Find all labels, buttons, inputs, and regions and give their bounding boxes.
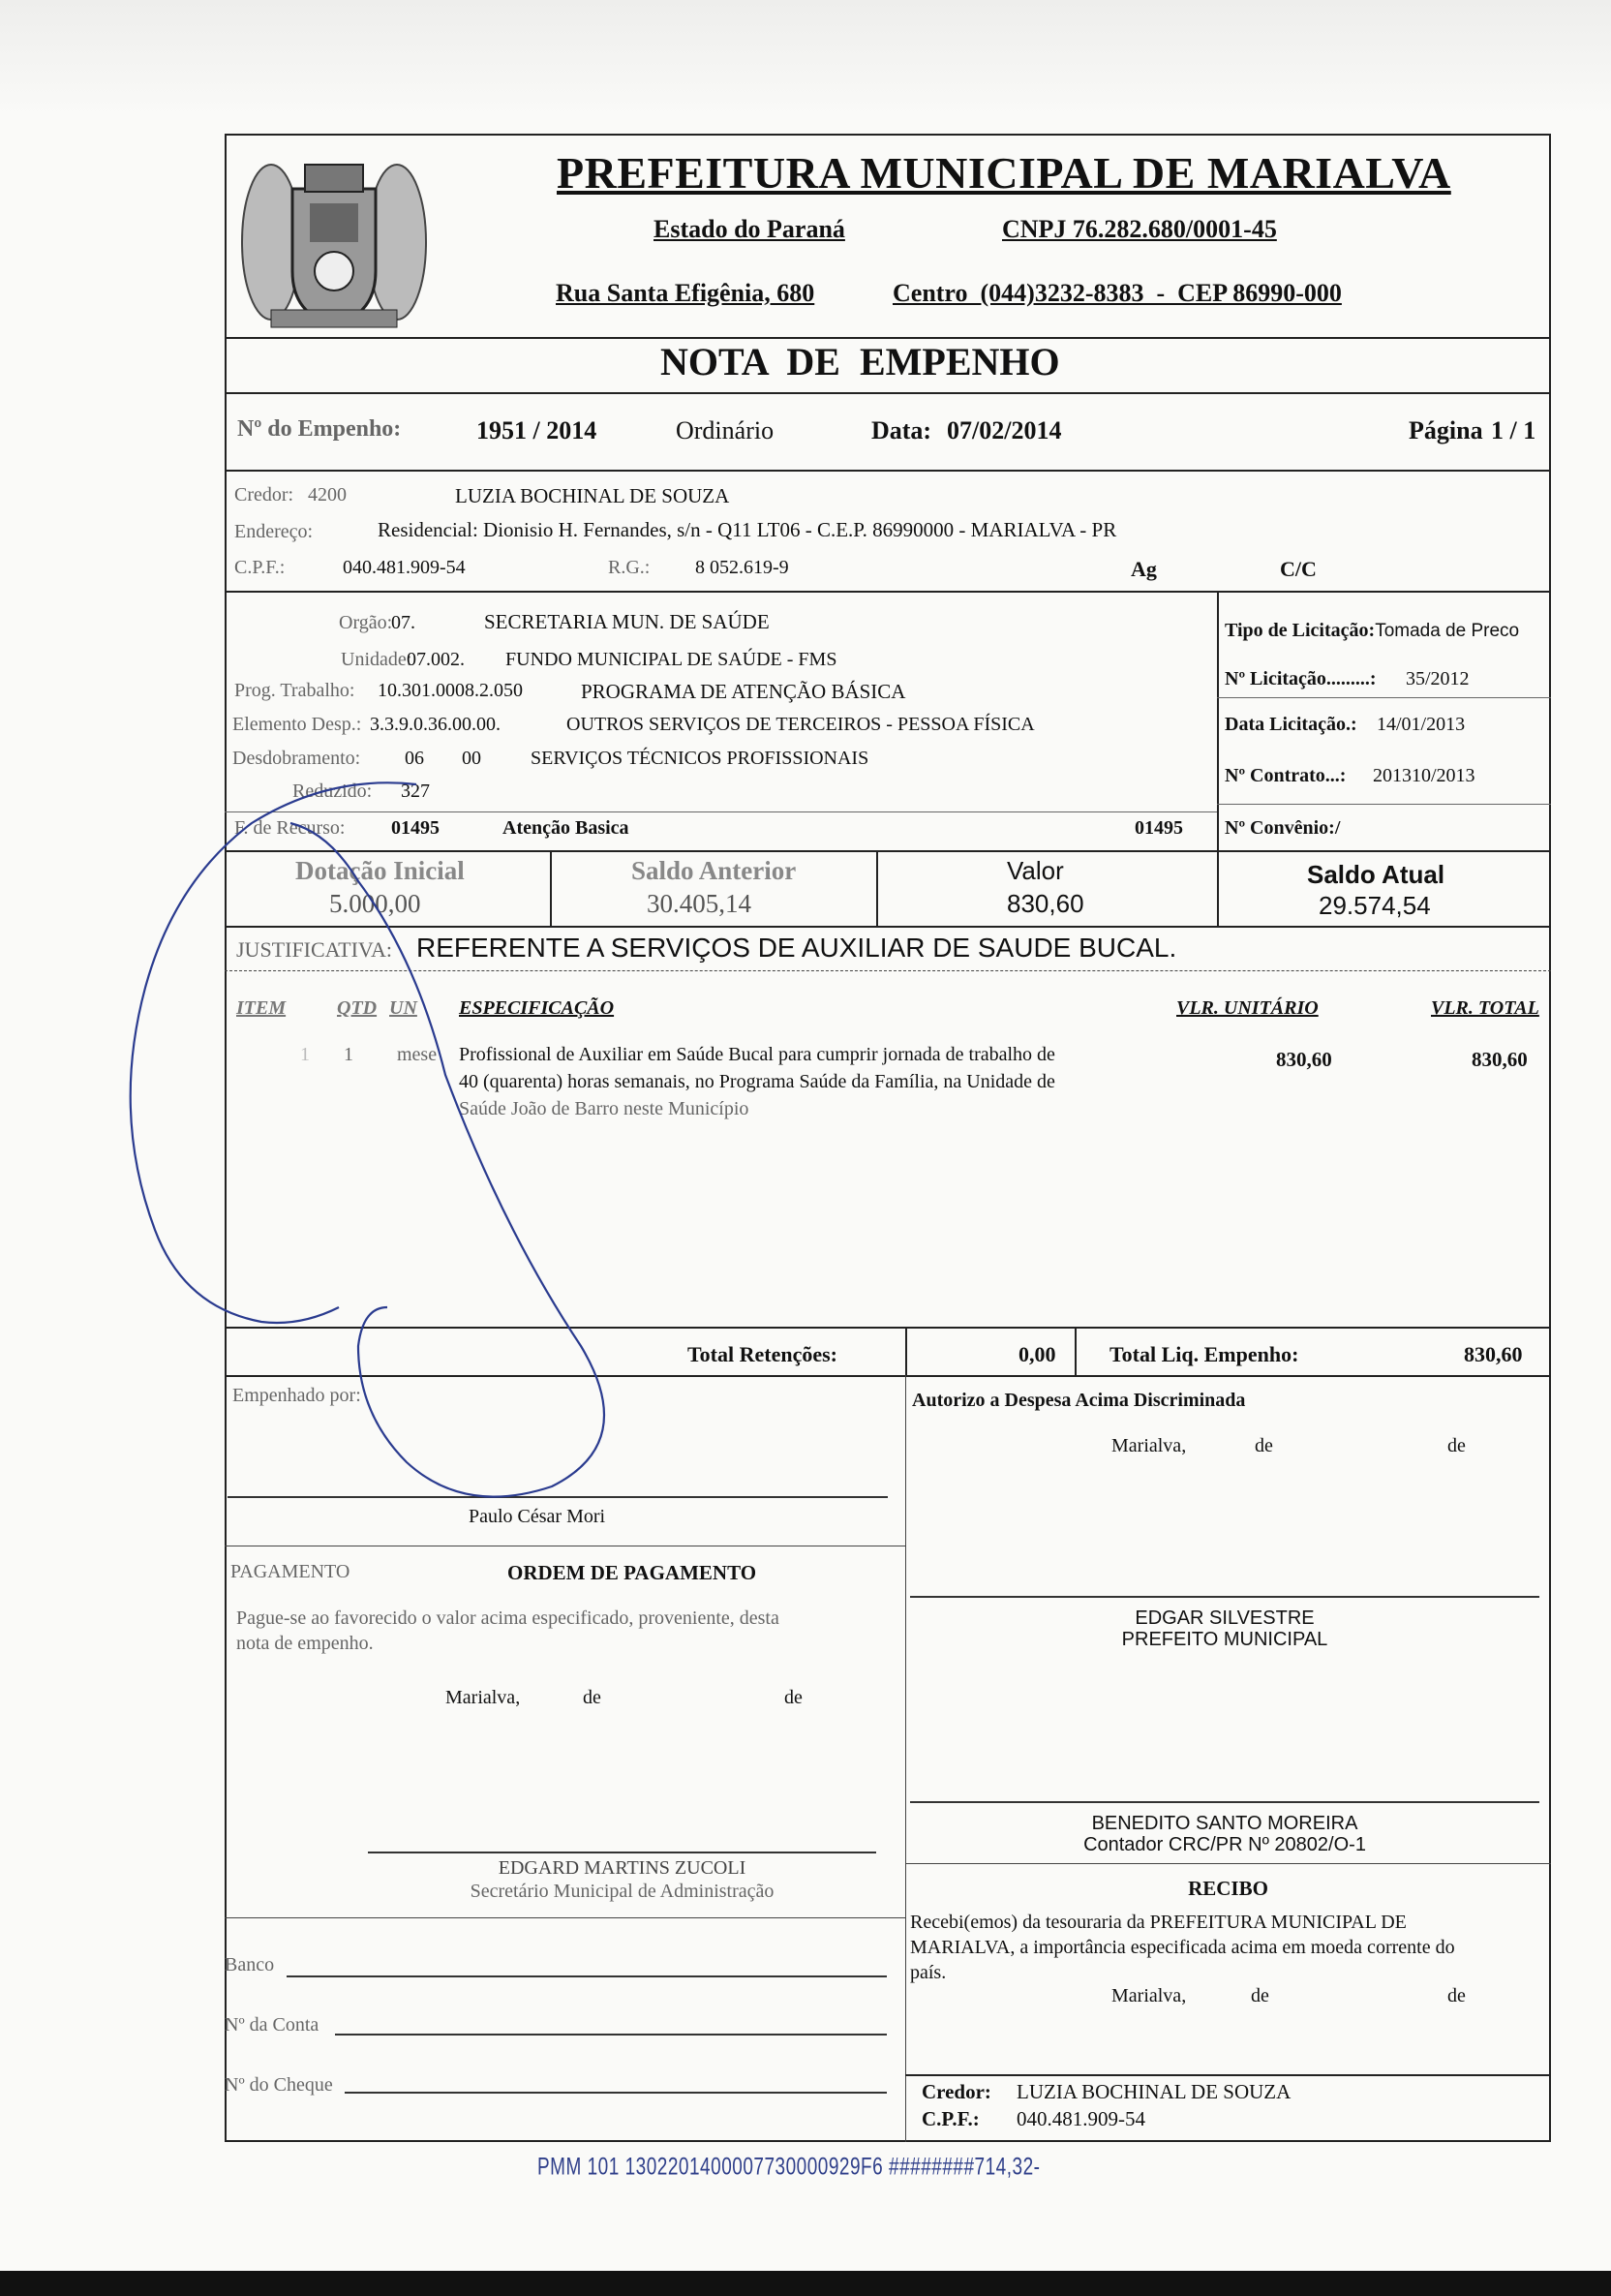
col-especificacao: ESPECIFICAÇÃO (459, 997, 615, 1019)
licitacao-date: 14/01/2013 (1377, 714, 1466, 735)
unidade-code: 07.002. (407, 649, 465, 670)
ordem-city: Marialva, (445, 1687, 521, 1708)
street-address: Rua Santa Efigênia, 680 (556, 279, 815, 307)
saldo-anterior-value: 30.405,14 (647, 889, 751, 918)
reduzido-value: 327 (401, 781, 430, 802)
liquido-value: 830,60 (1464, 1342, 1523, 1366)
rg-label: R.G.: (608, 557, 651, 578)
desdobramento-label: Desdobramento: (232, 748, 361, 769)
item-total-value: 830,60 (1472, 1048, 1528, 1071)
cheque-field[interactable] (345, 2092, 887, 2094)
licitacao-number: 35/2012 (1406, 668, 1470, 689)
prog-code: 10.301.0008.2.050 (378, 680, 523, 701)
col-un: UN (389, 997, 417, 1019)
licitacao-type-label: Tipo de Licitação: (1225, 620, 1376, 641)
address-label: Endereço: (234, 521, 314, 542)
elemento-label: Elemento Desp.: (232, 714, 362, 735)
cheque-label: Nº do Cheque (225, 2074, 333, 2096)
autorizo-city: Marialva, (1111, 1435, 1187, 1456)
contrato-label: Nº Contrato...: (1225, 765, 1347, 786)
recurso-code-right: 01495 (1135, 817, 1183, 839)
recibo-de-1: de (1251, 1985, 1269, 2006)
recibo-line2: MARIALVA, a importância especificada acima em moeda corrente do (910, 1937, 1455, 1958)
valor-value: 830,60 (1007, 889, 1084, 918)
credor-code: 4200 (308, 484, 347, 505)
municipality-title: PREFEITURA MUNICIPAL DE MARIALVA (557, 148, 1451, 198)
empenhado-label: Empenhado por: (232, 1385, 361, 1406)
district-phone-cep: Centro (044)3232-8383 - CEP 86990-000 (893, 279, 1342, 307)
item-unit-value: 830,60 (1276, 1048, 1332, 1071)
ordem-text-line2: nota de empenho. (236, 1633, 374, 1654)
page-number: 1 / 1 (1491, 416, 1536, 444)
recibo-cpf-label: C.P.F.: (922, 2107, 980, 2130)
autorizo-de-1: de (1255, 1435, 1273, 1456)
licitacao-type (1225, 620, 1519, 642)
ordem-de-2: de (784, 1687, 803, 1708)
document-title: NOTA DE EMPENHO (660, 340, 1060, 383)
unidade-name: FUNDO MUNICIPAL DE SAÚDE - FMS (505, 649, 837, 670)
orgao-label: Orgão: (339, 612, 393, 633)
recibo-credor-name: LUZIA BOCHINAL DE SOUZA (1017, 2080, 1292, 2103)
desdobramento-b: 00 (462, 748, 481, 769)
col-vlr-unitario: VLR. UNITÁRIO (1176, 997, 1319, 1019)
recibo-title: RECIBO (1188, 1877, 1268, 1900)
item-un: mese (397, 1044, 438, 1065)
pagamento-label: PAGAMENTO (230, 1561, 350, 1582)
cpf-value: 040.481.909-54 (343, 557, 466, 578)
secretario-name: EDGARD MARTINS ZUCOLI (498, 1857, 746, 1879)
col-qtd: QTD (337, 997, 378, 1019)
unidade-label: Unidade: (341, 649, 412, 670)
credor-name: LUZIA BOCHINAL DE SOUZA (455, 484, 730, 507)
page-label: Página (1409, 416, 1483, 444)
date-value: 07/02/2014 (947, 416, 1062, 444)
convenio-label: Nº Convênio:/ (1225, 817, 1341, 839)
state-name: Estado do Paraná (654, 215, 845, 243)
justificativa-label: JUSTIFICATIVA: (236, 937, 392, 962)
conta-label: Nº da Conta (225, 2014, 319, 2036)
bank-authentication-stamp: PMM 101 1302201400007730000929F6 ########714,32- (537, 2154, 1041, 2181)
licitacao-type-value: Tomada de Preco (1375, 621, 1520, 641)
scan-bottom-edge (0, 2271, 1611, 2296)
ordem-text-line1: Pague-se ao favorecido o valor acima especificado, proveniente, desta (236, 1607, 779, 1629)
prefeito-title: PREFEITO MUNICIPAL (1121, 1629, 1328, 1650)
orgao-code: 07. (391, 612, 415, 633)
contador-name: BENEDITO SANTO MOREIRA (1091, 1813, 1358, 1834)
secretario-title: Secretário Municipal de Administração (470, 1881, 775, 1902)
recibo-cpf: 040.481.909-54 (1017, 2107, 1145, 2130)
desdobramento-a: 06 (405, 748, 424, 769)
licitacao-number-label: Nº Licitação.........: (1225, 668, 1377, 689)
recibo-line3: país. (910, 1962, 947, 1983)
col-vlr-total: VLR. TOTAL (1431, 997, 1539, 1019)
empenho-type: Ordinário (676, 416, 775, 444)
empenho-number: 1951 / 2014 (476, 416, 597, 444)
contador-title: Contador CRC/PR Nº 20802/O-1 (1083, 1834, 1366, 1855)
contrato-value: 201310/2013 (1373, 765, 1475, 786)
dotacao-value: 5.000,00 (329, 889, 421, 918)
col-item: ITEM (236, 997, 287, 1019)
prefeito-signature-line (910, 1596, 1539, 1598)
saldo-anterior-label: Saldo Anterior (631, 856, 797, 885)
saldo-atual-value: 29.574,54 (1319, 891, 1431, 920)
item-spec-line1: Profissional de Auxiliar em Saúde Bucal para cumprir jornada de trabalho de (459, 1044, 1055, 1065)
item-spec-line2: 40 (quarenta) horas semanais, no Programa Saúde da Família, na Unidade de (459, 1071, 1055, 1092)
autorizo-de-2: de (1447, 1435, 1466, 1456)
banco-label: Banco (225, 1954, 275, 1975)
recurso-code: 01495 (391, 817, 440, 839)
coat-of-arms-logo (232, 145, 436, 339)
agency-label: Ag (1131, 557, 1157, 581)
recibo-line1: Recebi(emos) da tesouraria da PREFEITURA MUNICIPAL DE (910, 1912, 1407, 1933)
recurso-label: F. de Recurso: (234, 817, 346, 839)
scan-edge (0, 0, 1611, 116)
banco-field[interactable] (287, 1975, 887, 1977)
reduzido-label: Reduzido: (292, 781, 373, 802)
credor-address: Residencial: Dionisio H. Fernandes, s/n - Q11 LT06 - C.E.P. 86990000 - MARIALVA - PR (378, 518, 1117, 541)
empenho-number-label: Nº do Empenho: (237, 416, 402, 442)
saldo-atual-label: Saldo Atual (1307, 860, 1445, 889)
retencoes-label: Total Retenções: (687, 1342, 837, 1366)
ordem-de-1: de (583, 1687, 601, 1708)
credor-label: Credor: (234, 484, 294, 505)
recibo-credor-label: Credor: (922, 2080, 991, 2103)
justificativa-text: REFERENTE A SERVIÇOS DE AUXILIAR DE SAUDE BUCAL. (416, 933, 1177, 963)
account-label: C/C (1280, 557, 1317, 581)
elemento-code: 3.3.9.0.36.00.00. (370, 714, 501, 735)
liquido-label: Total Liq. Empenho: (1109, 1342, 1299, 1366)
licitacao-date-label: Data Licitação.: (1225, 714, 1357, 735)
rg-value: 8 052.619-9 (695, 557, 789, 578)
orgao-name: SECRETARIA MUN. DE SAÚDE (484, 610, 770, 633)
item-qtd: 1 (344, 1044, 353, 1065)
dotacao-label: Dotação Inicial (295, 856, 465, 885)
desdobramento-name: SERVIÇOS TÉCNICOS PROFISSIONAIS (531, 748, 869, 769)
prog-label: Prog. Trabalho: (234, 680, 355, 701)
item-spec-line3: Saúde João de Barro neste Município (459, 1098, 749, 1119)
recurso-name: Atenção Basica (502, 817, 629, 839)
item-number: 1 (300, 1044, 310, 1065)
cnpj: CNPJ 76.282.680/0001-45 (1002, 215, 1277, 243)
prefeito-name: EDGAR SILVESTRE (1135, 1607, 1315, 1629)
elemento-name: OUTROS SERVIÇOS DE TERCEIROS - PESSOA FÍSICA (566, 714, 1035, 735)
contador-signature-line (910, 1801, 1539, 1803)
date-label: Data: (871, 416, 932, 444)
valor-label: Valor (1007, 856, 1064, 885)
ordem-pagamento-title: ORDEM DE PAGAMENTO (507, 1561, 757, 1584)
prog-name: PROGRAMA DE ATENÇÃO BÁSICA (581, 680, 906, 703)
recibo-de-2: de (1447, 1985, 1466, 2006)
retencoes-value: 0,00 (1018, 1342, 1056, 1366)
cpf-label: C.P.F.: (234, 557, 286, 578)
secretario-signature-line (368, 1852, 876, 1853)
conta-field[interactable] (335, 2034, 887, 2036)
pen-scribble (97, 765, 639, 1520)
recibo-city: Marialva, (1111, 1985, 1187, 2006)
empenhado-name: Paulo César Mori (469, 1506, 606, 1527)
autorizo-text: Autorizo a Despesa Acima Discriminada (912, 1390, 1246, 1411)
